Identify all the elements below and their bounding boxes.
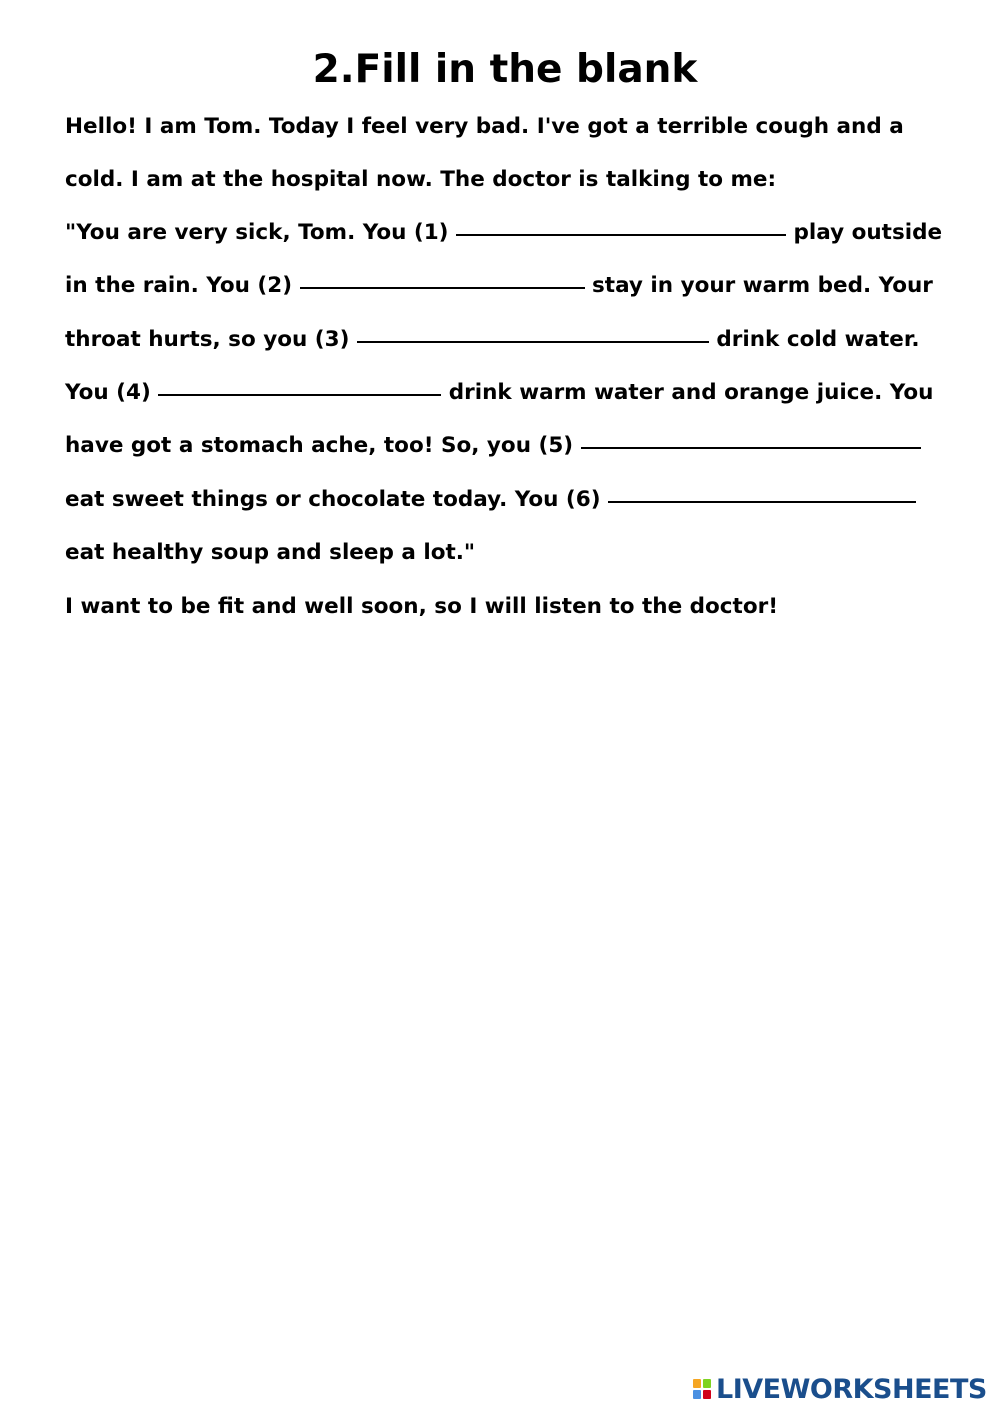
text-segment: in the rain. You (2) <box>65 273 300 298</box>
text-line-6 <box>65 377 965 409</box>
text-segment: eat healthy soup and sleep a lot." <box>65 540 476 565</box>
text-segment: drink warm water and orange juice. You <box>441 380 934 405</box>
blank-4-input[interactable] <box>158 393 441 396</box>
logo-mark-square <box>693 1390 701 1399</box>
text-segment: stay in your warm bed. Your <box>584 273 933 298</box>
page-title: 2.Fill in the blank <box>312 47 698 92</box>
text-segment: cold. I am at the hospital now. The doctor is talking to me: <box>65 167 777 192</box>
text-line-4 <box>65 270 965 302</box>
text-line-9 <box>65 537 965 569</box>
blank-5-input[interactable] <box>581 446 921 449</box>
logo-mark-square <box>693 1379 701 1388</box>
text-segment: You (4) <box>65 380 159 405</box>
text-line-10 <box>65 591 965 623</box>
text-line-5 <box>65 324 965 356</box>
text-segment: Hello! I am Tom. Today I feel very bad. I've got a terrible cough and a <box>65 114 904 139</box>
text-segment: I want to be fit and well soon, so I will listen to the doctor! <box>65 594 778 619</box>
text-segment: have got a stomach ache, too! So, you (5) <box>65 433 581 458</box>
logo-mark-square <box>703 1390 711 1399</box>
liveworksheets-logo-icon <box>692 1378 712 1400</box>
blank-6-input[interactable] <box>608 500 916 503</box>
liveworksheets-logo[interactable] <box>692 1372 987 1406</box>
text-line-3 <box>65 217 965 249</box>
text-segment: "You are very sick, Tom. You (1) <box>65 220 456 245</box>
text-line-8 <box>65 484 965 516</box>
logo-mark-square <box>703 1379 711 1388</box>
blank-2-input[interactable] <box>300 286 585 289</box>
text-segment: play outside <box>786 220 943 245</box>
blank-1-input[interactable] <box>456 233 786 236</box>
logo-text: LIVEWORKSHEETS <box>716 1373 987 1405</box>
blank-3-input[interactable] <box>357 340 709 343</box>
text-line-7 <box>65 430 965 462</box>
text-line-1 <box>65 111 965 143</box>
text-line-2 <box>65 164 965 196</box>
text-segment: throat hurts, so you (3) <box>65 327 357 352</box>
text-segment: eat sweet things or chocolate today. You (6) <box>65 487 609 512</box>
text-segment: drink cold water. <box>708 327 920 352</box>
